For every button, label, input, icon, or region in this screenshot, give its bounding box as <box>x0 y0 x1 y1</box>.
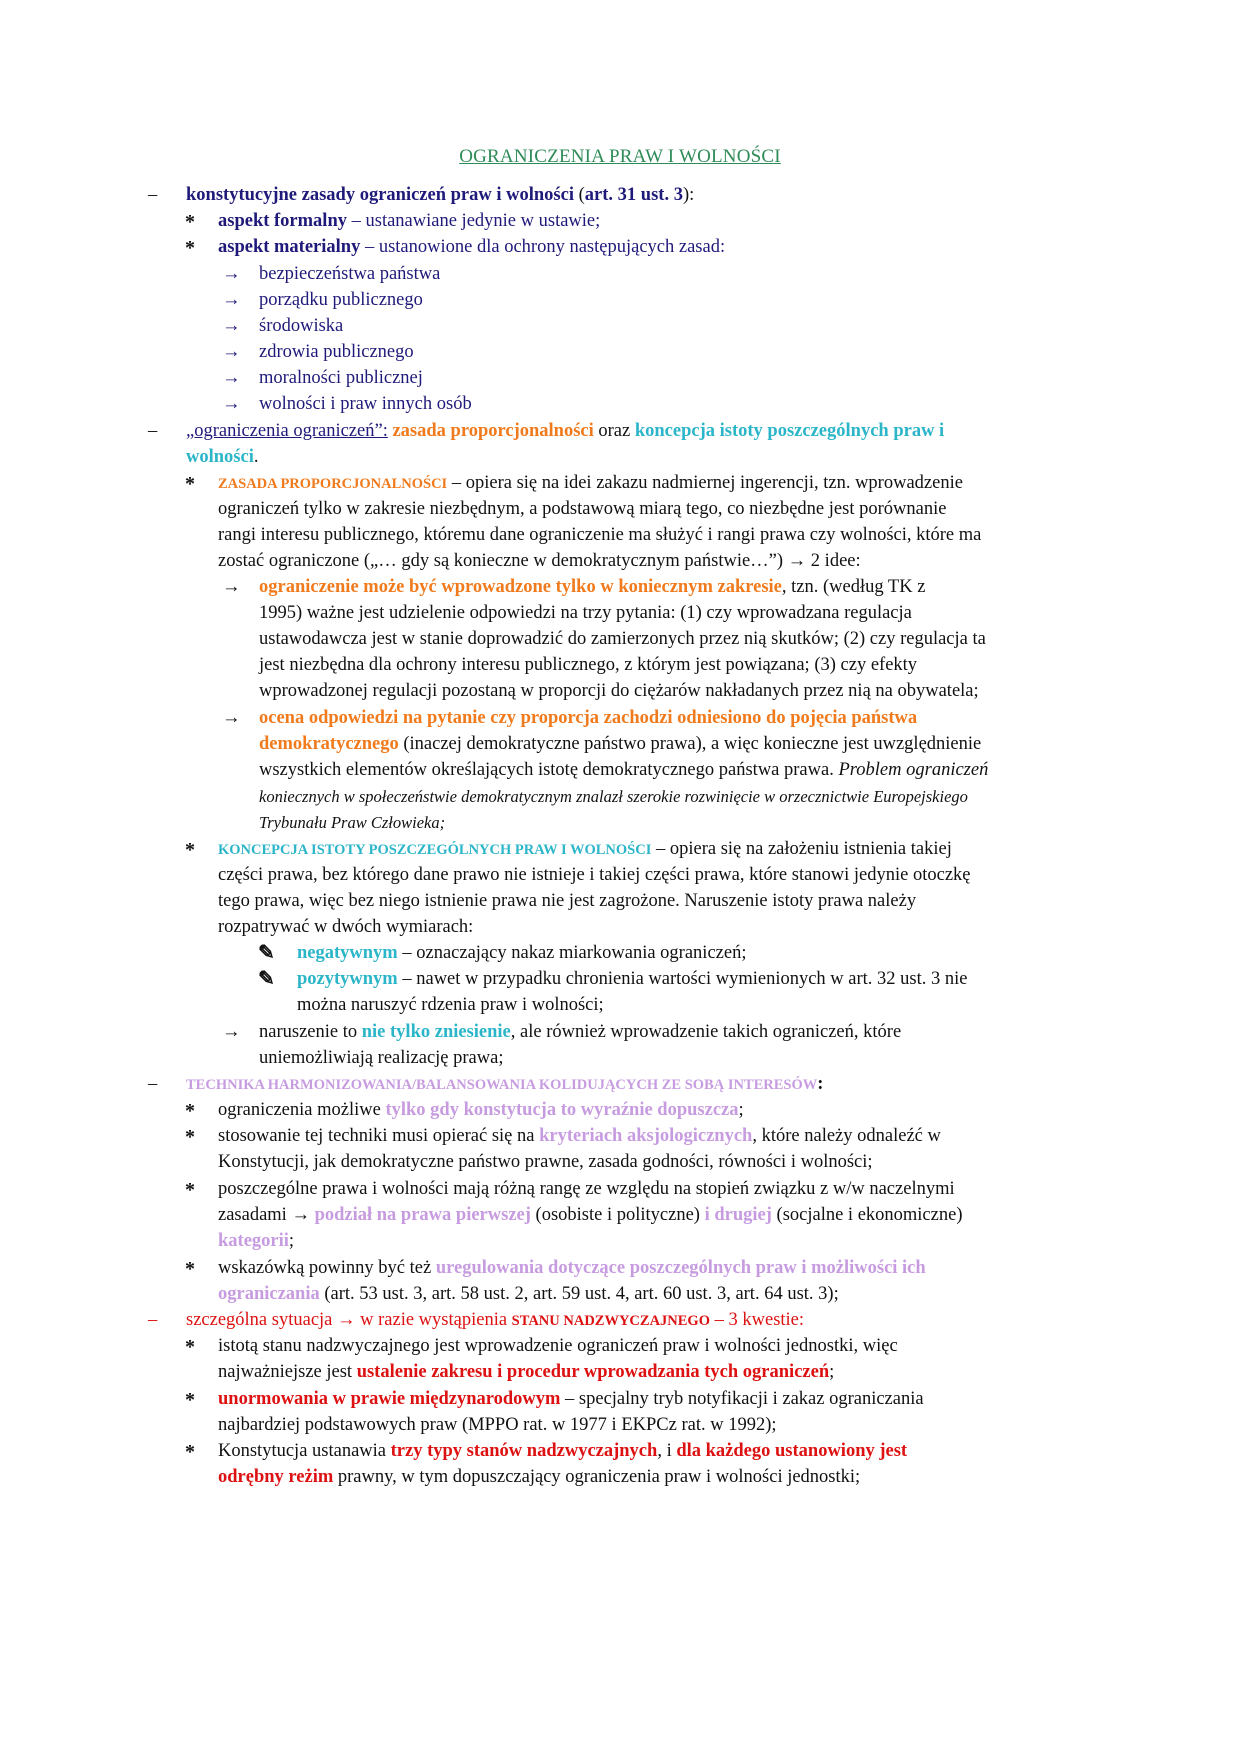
document-page: OGRANICZENIA PRAW I WOLNOŚCI – konstytucyjne zasady ograniczeń praw i wolności (art. 31 ust. 3): * aspekt formalny – ustanawiane jedynie w ustawie; * aspekt materialny – ustanowione dla ochrony następujących zasad: → bezpieczeństwa państwa → porządku publicznego → środowiska → zdrowia publicznego → moralności publicznej → wolności i praw innych osób – „ograniczenia ograniczeń”: zasada proporcjonalności oraz koncepcja istoty poszczególnych praw i wolności. * ZASADA PROPORCJONALNOŚCI – opiera się na idei zakazu nadmiernej ingerencji, tzn. wprowadzenie ograniczeń tylko w zakresie niezbędnym, a podstawową miarą tego, co niezbędne jest porównanie rangi interesu publicznego, któremu dane ograniczenie ma służyć i rangi prawa czy wolności, które ma zostać ograniczone („… gdy są konieczne w demokratycznym państwie…”) → 2 idee: → ograniczenie może być wprowadzone tylko w koniecznym zakresie, tzn. (według TK z 1995) ważne jest udzielenie odpowiedzi na trzy pytania: (1) czy wprowadzana regulacja ustawodawcza jest w stanie doprowadzić do zamierzonych przez nią skutków; (2) czy regulacja ta jest niezbędna dla ochrony interesu publicznego, z którym jest powiązana; (3) czy efekty wprowadzonej regulacji pozostaną w proporcji do ciężarów nakładanych przez nią na obywatela; → ocena odpowiedzi na pytanie czy proporcja zachodzi odniesiono do pojęcia państwa demokratycznego (inaczej demokratyczne państwo prawa), a więc konieczne jest uwzględnienie wszystkich elementów określających istotę demokratycznego państwa prawa. Problem ograniczeń koniecznych w społeczeństwie demokratycznym znalazł szerokie rozwinięcie w orzecznictwie Europejskiego Trybunału Praw Człowieka; * KONCEPCJA ISTOTY POSZCZEGÓLNYCH PRAW I WOLNOŚCI – opiera się na założeniu istnienia takiej części prawa, bez którego dane prawo nie istnieje i takiej części prawa, które stanowi jedynie otoczkę tego prawa, więc bez niego istnienie prawa nie jest zagrożone. Naruszenie istoty prawa należy rozpatrywać w dwóch wymiarach: ✎ negatywnym – oznaczający nakaz miarkowania ograniczeń; ✎ pozytywnym – nawet w przypadku chronienia wartości wymienionych w art. 32 ust. 3 nie można naruszyć rdzenia praw i wolności; → naruszenie to nie tylko zniesienie, ale również wprowadzenie takich ograniczeń, które uniemożliwiają realizację prawa; – TECHNIKA HARMONIZOWANIA/BALANSOWANIA KOLIDUJĄCYCH ZE SOBĄ INTERESÓW: * ograniczenia możliwe tylko gdy konstytucja to wyraźnie dopuszcza; * stosowanie tej techniki musi opierać się na kryteriach aksjologicznych, które należy odnaleźć w Konstytucji, jak demokratyczne państwo prawne, zasada godności, równości i wolności; * poszczególne prawa i wolności mają różną rangę ze względu na stopień związku z w/w naczelnymi zasadami → podział na prawa pierwszej (osobiste i polityczne) i drugiej (socjalne i ekonomiczne) kategorii; * wskazówką powinny być też uregulowania dotyczące poszczególnych praw i możliwości ich ograniczania (art. 53 ust. 3, art. 58 ust. 2, art. 59 ust. 4, art. 60 ust. 3, art. 64 ust. 3); – szczególna sytuacja → w razie wystąpienia STANU NADZWYCZAJNEGO – 3 kwestie: * istotą stanu nadzwyczajnego jest wprowadzenie ograniczeń praw i wolności jednostki, więc najważniejsze jest ustalenie zakresu i procedur wprowadzania tych ograniczeń; * unormowania w prawie międzynarodowym – specjalny tryb notyfikacji i zakaz ograniczania najbardziej podstawowych praw (MPPO rat. w 1977 i EKPCz rat. w 1992); * Konstytucja ustanawia trzy typy stanów nadzwyczajnych, i dla każdego ustanowiony jest odrębny reżim prawny, w tym dopuszczający ograniczenia praw i wolności jednostki; <box>0 0 1240 1754</box>
star-bullet: * <box>185 1389 195 1411</box>
arrow-bullet: → <box>222 577 241 597</box>
star-bullet: * <box>185 1126 195 1148</box>
star-bullet: * <box>185 473 195 495</box>
list-item-text: ograniczenie może być wprowadzone tylko w koniecznym zakresie, tzn. (według TK z <box>259 577 926 597</box>
dash-bullet: – <box>148 1074 158 1094</box>
list-item-text: unormowania w prawie międzynarodowym – specjalny tryb notyfikacji i zakaz ograniczania <box>218 1389 924 1409</box>
section-heading-cont: wolności. <box>186 447 259 467</box>
arrow-bullet: → <box>222 394 241 414</box>
arrow-bullet: → <box>222 708 241 728</box>
list-item-text: porządku publicznego <box>259 290 423 310</box>
star-bullet: * <box>185 1336 195 1358</box>
list-item-text: KONCEPCJA ISTOTY POSZCZEGÓLNYCH PRAW I WOLNOŚCI – opiera się na założeniu istnienia takiej <box>218 839 952 859</box>
list-item-text: wolności i praw innych osób <box>259 394 472 414</box>
arrow-bullet: → <box>222 342 241 362</box>
list-item-text: środowiska <box>259 316 344 336</box>
star-bullet: * <box>185 1258 195 1280</box>
section-heading: „ograniczenia ograniczeń”: zasada proporcjonalności oraz koncepcja istoty poszczególnych praw i <box>186 421 945 441</box>
list-item-text: poszczególne prawa i wolności mają różną rangę ze względu na stopień związku z w/w naczelnymi <box>218 1179 955 1199</box>
list-item-text: naruszenie to nie tylko zniesienie, ale również wprowadzenie takich ograniczeń, które <box>259 1022 902 1042</box>
star-bullet: * <box>185 237 195 259</box>
list-item-text: Konstytucja ustanawia trzy typy stanów nadzwyczajnych, i dla każdego ustanowiony jest <box>218 1441 908 1461</box>
pointing-hand-icon: ✎ <box>258 968 275 990</box>
arrow-bullet: → <box>222 290 241 310</box>
section-heading: szczególna sytuacja → w razie wystąpienia STANU NADZWYCZAJNEGO – 3 kwestie: <box>186 1310 805 1330</box>
star-bullet: * <box>185 1441 195 1463</box>
arrow-bullet: → <box>222 316 241 336</box>
list-item-text: ocena odpowiedzi na pytanie czy proporcja zachodzi odniesiono do pojęcia państwa <box>259 708 918 728</box>
section-heading: konstytucyjne zasady ograniczeń praw i wolności (art. 31 ust. 3): <box>186 185 695 205</box>
list-item-text: bezpieczeństwa państwa <box>259 264 441 284</box>
dash-bullet: – <box>148 1310 158 1330</box>
star-bullet: * <box>185 1100 195 1122</box>
list-item-text: ograniczenia możliwe tylko gdy konstytucja to wyraźnie dopuszcza; <box>218 1100 744 1120</box>
list-item-text: aspekt formalny – ustanawiane jedynie w ustawie; <box>218 211 601 231</box>
arrow-bullet: → <box>222 264 241 284</box>
list-item-text: ZASADA PROPORCJONALNOŚCI – opiera się na idei zakazu nadmiernej ingerencji, tzn. wprowadzenie <box>218 473 963 493</box>
list-item-text: moralności publicznej <box>259 368 423 388</box>
star-bullet: * <box>185 839 195 861</box>
arrow-bullet: → <box>222 368 241 388</box>
list-item-text: aspekt materialny – ustanowione dla ochrony następujących zasad: <box>218 237 726 257</box>
list-item-text: wskazówką powinny być też uregulowania dotyczące poszczególnych praw i możliwości ich <box>218 1258 926 1278</box>
list-item-text: zdrowia publicznego <box>259 342 414 362</box>
list-item-text: stosowanie tej techniki musi opierać się na kryteriach aksjologicznych, które należy odnaleźć w <box>218 1126 941 1146</box>
list-item-text: pozytywnym – nawet w przypadku chronienia wartości wymienionych w art. 32 ust. 3 nie <box>297 969 968 989</box>
section-heading: TECHNIKA HARMONIZOWANIA/BALANSOWANIA KOLIDUJĄCYCH ZE SOBĄ INTERESÓW: <box>186 1074 824 1094</box>
list-item-text: negatywnym – oznaczający nakaz miarkowania ograniczeń; <box>297 943 747 963</box>
star-bullet: * <box>185 1179 195 1201</box>
dash-bullet: – <box>148 421 158 441</box>
pointing-hand-icon: ✎ <box>258 942 275 964</box>
star-bullet: * <box>185 211 195 233</box>
arrow-bullet: → <box>222 1022 241 1042</box>
dash-bullet: – <box>148 185 158 205</box>
list-item-text: istotą stanu nadzwyczajnego jest wprowadzenie ograniczeń praw i wolności jednostki, więc <box>218 1336 898 1356</box>
page-title: OGRANICZENIA PRAW I WOLNOŚCI <box>459 146 781 167</box>
